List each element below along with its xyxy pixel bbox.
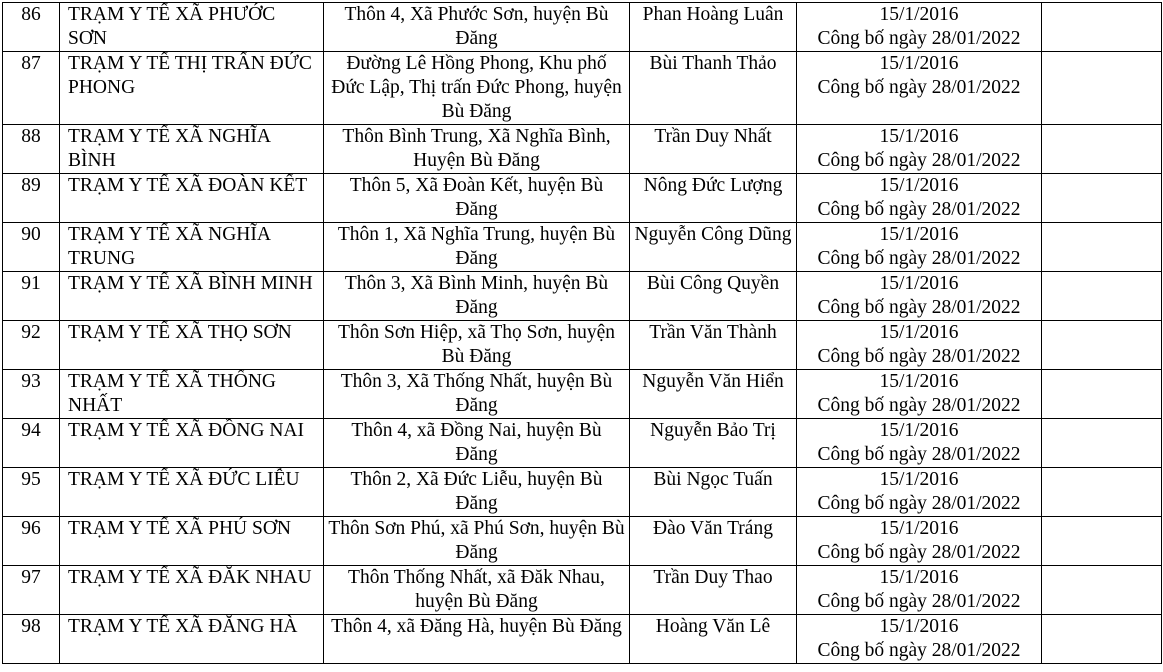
health-station-table: [2, 2, 1162, 664]
person-in-charge: Trần Văn Thành: [630, 321, 797, 370]
note-cell: [1042, 517, 1162, 566]
announcement-date: Công bố ngày 28/01/2022: [817, 199, 1021, 220]
registration-date: 15/1/2016: [879, 420, 959, 441]
date-cell: [797, 419, 1042, 468]
registration-date: 15/1/2016: [879, 616, 959, 637]
note-cell: [1042, 272, 1162, 321]
station-address: Thôn 4, Xã Phước Sơn, huyện Bù Đăng: [324, 3, 630, 52]
station-name: TRẠM Y TẾ THỊ TRẤN ĐỨC PHONG: [60, 52, 324, 125]
note-cell: [1042, 370, 1162, 419]
registration-date: 15/1/2016: [879, 273, 959, 294]
table-row: [3, 615, 1162, 664]
date-cell: [797, 272, 1042, 321]
station-address: Thôn 3, Xã Bình Minh, huyện Bù Đăng: [324, 272, 630, 321]
table-row: [3, 52, 1162, 125]
person-in-charge: Nông Đức Lượng: [630, 174, 797, 223]
station-address: Thôn 4, xã Đồng Nai, huyện Bù Đăng: [324, 419, 630, 468]
note-cell: [1042, 615, 1162, 664]
station-name: TRẠM Y TẾ XÃ ĐỨC LIỄU: [60, 468, 324, 517]
table-row: [3, 321, 1162, 370]
table-row: [3, 468, 1162, 517]
table-row: [3, 3, 1162, 52]
station-address: Thôn 3, Xã Thống Nhất, huyện Bù Đăng: [324, 370, 630, 419]
registration-date: 15/1/2016: [879, 224, 959, 245]
person-in-charge: Trần Duy Thao: [630, 566, 797, 615]
station-name: TRẠM Y TẾ XÃ NGHĨA BÌNH: [60, 125, 324, 174]
date-cell: [797, 370, 1042, 419]
announcement-date: Công bố ngày 28/01/2022: [817, 395, 1021, 416]
registration-date: 15/1/2016: [879, 567, 959, 588]
announcement-date: Công bố ngày 28/01/2022: [817, 297, 1021, 318]
announcement-date: Công bố ngày 28/01/2022: [817, 493, 1021, 514]
person-in-charge: Nguyễn Công Dũng: [630, 223, 797, 272]
registration-date: 15/1/2016: [879, 371, 959, 392]
announcement-date: Công bố ngày 28/01/2022: [817, 640, 1021, 661]
row-number: 96: [3, 517, 60, 566]
announcement-date: Công bố ngày 28/01/2022: [817, 28, 1021, 49]
table-row: [3, 272, 1162, 321]
registration-date: 15/1/2016: [879, 518, 959, 539]
station-address: Thôn Thống Nhất, xã Đăk Nhau, huyện Bù Đăng: [324, 566, 630, 615]
row-number: 87: [3, 52, 60, 125]
registration-date: 15/1/2016: [879, 175, 959, 196]
person-in-charge: Bùi Ngọc Tuấn: [630, 468, 797, 517]
row-number: 89: [3, 174, 60, 223]
person-in-charge: Nguyễn Bảo Trị: [630, 419, 797, 468]
table-row: [3, 223, 1162, 272]
table-row: [3, 566, 1162, 615]
note-cell: [1042, 223, 1162, 272]
date-cell: [797, 517, 1042, 566]
station-name: TRẠM Y TẾ XÃ NGHĨA TRUNG: [60, 223, 324, 272]
note-cell: [1042, 174, 1162, 223]
row-number: 97: [3, 566, 60, 615]
note-cell: [1042, 52, 1162, 125]
station-name: TRẠM Y TẾ XÃ ĐĂK NHAU: [60, 566, 324, 615]
announcement-date: Công bố ngày 28/01/2022: [817, 77, 1021, 98]
person-in-charge: Bùi Công Quyền: [630, 272, 797, 321]
announcement-date: Công bố ngày 28/01/2022: [817, 346, 1021, 367]
date-cell: [797, 125, 1042, 174]
row-number: 95: [3, 468, 60, 517]
announcement-date: Công bố ngày 28/01/2022: [817, 150, 1021, 171]
station-address: Thôn 5, Xã Đoàn Kết, huyện Bù Đăng: [324, 174, 630, 223]
row-number: 98: [3, 615, 60, 664]
announcement-date: Công bố ngày 28/01/2022: [817, 248, 1021, 269]
note-cell: [1042, 419, 1162, 468]
table-row: [3, 517, 1162, 566]
station-address: Thôn Sơn Hiệp, xã Thọ Sơn, huyện Bù Đăng: [324, 321, 630, 370]
registration-date: 15/1/2016: [879, 322, 959, 343]
station-name: TRẠM Y TẾ XÃ THỌ SƠN: [60, 321, 324, 370]
note-cell: [1042, 321, 1162, 370]
note-cell: [1042, 566, 1162, 615]
note-cell: [1042, 125, 1162, 174]
row-number: 94: [3, 419, 60, 468]
person-in-charge: Phan Hoàng Luân: [630, 3, 797, 52]
station-address: Thôn Bình Trung, Xã Nghĩa Bình, Huyện Bù Đăng: [324, 125, 630, 174]
date-cell: [797, 174, 1042, 223]
note-cell: [1042, 468, 1162, 517]
date-cell: [797, 52, 1042, 125]
date-cell: [797, 3, 1042, 52]
date-cell: [797, 468, 1042, 517]
person-in-charge: Hoàng Văn Lê: [630, 615, 797, 664]
station-address: Thôn Sơn Phú, xã Phú Sơn, huyện Bù Đăng: [324, 517, 630, 566]
station-name: TRẠM Y TẾ XÃ THỐNG NHẤT: [60, 370, 324, 419]
date-cell: [797, 615, 1042, 664]
registration-date: 15/1/2016: [879, 126, 959, 147]
table-row: [3, 419, 1162, 468]
table-row: [3, 174, 1162, 223]
station-address: Đường Lê Hồng Phong, Khu phố Đức Lập, Thị trấn Đức Phong, huyện Bù Đăng: [324, 52, 630, 125]
announcement-date: Công bố ngày 28/01/2022: [817, 542, 1021, 563]
row-number: 88: [3, 125, 60, 174]
person-in-charge: Đào Văn Tráng: [630, 517, 797, 566]
date-cell: [797, 321, 1042, 370]
station-address: Thôn 4, xã Đăng Hà, huyện Bù Đăng: [324, 615, 630, 664]
station-name: TRẠM Y TẾ XÃ ĐĂNG HÀ: [60, 615, 324, 664]
row-number: 90: [3, 223, 60, 272]
announcement-date: Công bố ngày 28/01/2022: [817, 591, 1021, 612]
row-number: 93: [3, 370, 60, 419]
person-in-charge: Trần Duy Nhất: [630, 125, 797, 174]
station-address: Thôn 1, Xã Nghĩa Trung, huyện Bù Đăng: [324, 223, 630, 272]
station-name: TRẠM Y TẾ XÃ PHÚ SƠN: [60, 517, 324, 566]
announcement-date: Công bố ngày 28/01/2022: [817, 444, 1021, 465]
table-row: [3, 370, 1162, 419]
registration-date: 15/1/2016: [879, 4, 959, 25]
station-name: TRẠM Y TẾ XÃ BÌNH MINH: [60, 272, 324, 321]
date-cell: [797, 223, 1042, 272]
row-number: 92: [3, 321, 60, 370]
registration-date: 15/1/2016: [879, 53, 959, 74]
date-cell: [797, 566, 1042, 615]
table-row: [3, 125, 1162, 174]
station-address: Thôn 2, Xã Đức Liễu, huyện Bù Đăng: [324, 468, 630, 517]
station-name: TRẠM Y TẾ XÃ ĐOÀN KẾT: [60, 174, 324, 223]
station-name: TRẠM Y TẾ XÃ ĐỒNG NAI: [60, 419, 324, 468]
person-in-charge: Nguyễn Văn Hiển: [630, 370, 797, 419]
row-number: 91: [3, 272, 60, 321]
person-in-charge: Bùi Thanh Thảo: [630, 52, 797, 125]
note-cell: [1042, 3, 1162, 52]
row-number: 86: [3, 3, 60, 52]
station-name: TRẠM Y TẾ XÃ PHƯỚC SƠN: [60, 3, 324, 52]
registration-date: 15/1/2016: [879, 469, 959, 490]
